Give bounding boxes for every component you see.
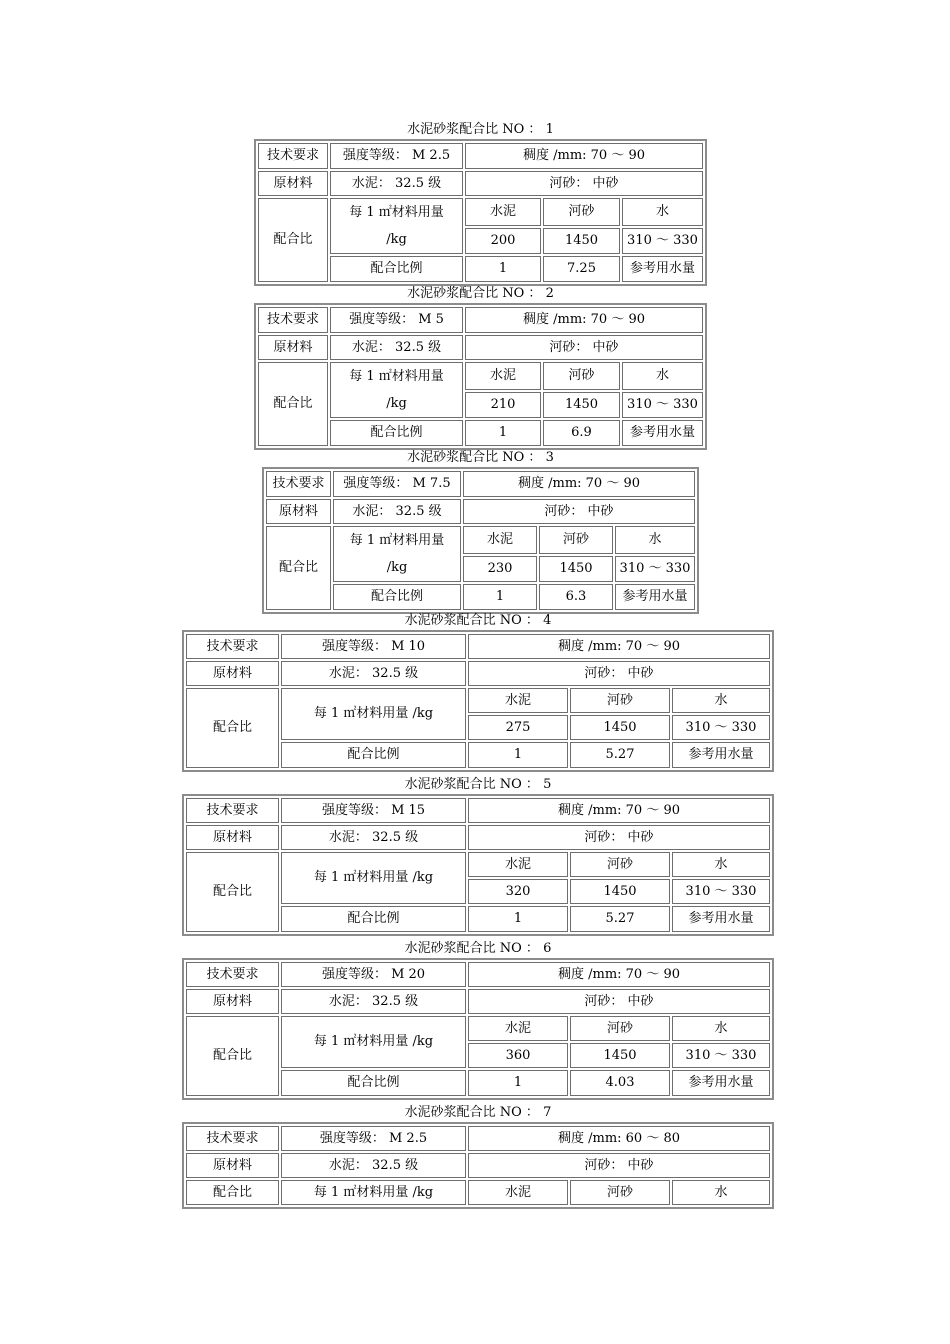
caption-number: 6	[543, 941, 552, 956]
water-header: 水	[672, 852, 770, 877]
strength-grade-cell: 强度等级： M 5	[330, 307, 463, 333]
usage-line-2: /kg	[386, 560, 408, 575]
table-caption	[254, 121, 707, 139]
water-reference: 参考用水量	[672, 906, 770, 932]
tech-requirement-label: 技术要求	[186, 798, 279, 823]
sand-amount: 1450	[570, 1043, 670, 1068]
raw-material-label: 原材料	[258, 171, 328, 196]
mix-ratio-label: 配合比	[186, 1016, 279, 1096]
caption-prefix: 水泥砂浆配合比 NO ：	[407, 286, 542, 301]
strength-grade-cell: 强度等级： M 20	[281, 962, 466, 987]
table-row	[258, 143, 703, 169]
sand-ratio: 6.9	[543, 420, 620, 446]
mix-ratio-table	[254, 139, 707, 286]
sand-ratio: 5.27	[570, 906, 670, 932]
table-row	[186, 634, 770, 659]
table-row	[258, 198, 703, 226]
cement-header: 水泥	[465, 362, 541, 390]
consistency-cell: 稠度 /mm: 70 ～ 90	[468, 634, 770, 659]
caption-number: 1	[545, 122, 554, 137]
table-row	[186, 1153, 770, 1178]
cement-header: 水泥	[468, 1180, 568, 1205]
water-reference: 参考用水量	[672, 742, 770, 768]
water-reference: 参考用水量	[622, 256, 703, 282]
cement-grade-cell: 水泥： 32.5 级	[281, 989, 466, 1014]
cement-header: 水泥	[468, 1016, 568, 1041]
raw-material-label: 原材料	[258, 335, 328, 360]
sand-ratio: 6.3	[539, 584, 613, 610]
table-row	[186, 825, 770, 850]
tech-requirement-label: 技术要求	[186, 962, 279, 987]
water-amount: 310 ～ 330	[672, 715, 770, 740]
mix-ratio-label: 配合比	[266, 526, 331, 610]
sand-header: 河砂	[570, 1016, 670, 1041]
usage-per-m2-label	[333, 526, 461, 582]
mix-ratio-table	[182, 794, 774, 936]
cement-grade-cell: 水泥： 32.5 级	[330, 171, 463, 196]
raw-material-label: 原材料	[186, 1153, 279, 1178]
usage-per-m2-label: 每 1 ㎡材料用量 /kg	[281, 688, 466, 740]
ratio-example-label: 配合比例	[281, 742, 466, 768]
strength-grade-cell: 强度等级： M 7.5	[333, 471, 461, 497]
mix-ratio-table	[182, 630, 774, 772]
table-row	[186, 661, 770, 686]
tech-requirement-label: 技术要求	[186, 634, 279, 659]
mix-ratio-label: 配合比	[186, 1180, 279, 1205]
sand-type-cell: 河砂： 中砂	[463, 499, 695, 524]
water-amount: 310 ～ 330	[622, 228, 703, 254]
table-row	[186, 989, 770, 1014]
consistency-cell: 稠度 /mm: 70 ～ 90	[465, 307, 703, 333]
raw-material-label: 原材料	[186, 661, 279, 686]
table-row	[186, 962, 770, 987]
water-amount: 310 ～ 330	[672, 879, 770, 904]
tech-requirement-label: 技术要求	[266, 471, 331, 497]
usage-line-1: 每 1 ㎡材料用量	[349, 205, 444, 220]
cement-grade-cell: 水泥： 32.5 级	[281, 1153, 466, 1178]
water-amount: 310 ～ 330	[615, 556, 695, 582]
sand-amount: 1450	[539, 556, 613, 582]
sand-header: 河砂	[570, 1180, 670, 1205]
cement-ratio: 1	[465, 256, 541, 282]
table-row	[266, 499, 695, 524]
sand-amount: 1450	[570, 879, 670, 904]
tech-requirement-label: 技术要求	[258, 307, 328, 333]
ratio-example-label: 配合比例	[330, 256, 463, 282]
table-row	[186, 1016, 770, 1041]
cement-ratio: 1	[468, 742, 568, 768]
cement-header: 水泥	[468, 688, 568, 713]
caption-number: 5	[543, 777, 552, 792]
ratio-example-label: 配合比例	[281, 1070, 466, 1096]
table-row	[186, 798, 770, 823]
ratio-example-label: 配合比例	[333, 584, 461, 610]
usage-line-2: /kg	[386, 396, 407, 411]
strength-grade-cell: 强度等级： M 15	[281, 798, 466, 823]
cement-ratio: 1	[468, 906, 568, 932]
cement-header: 水泥	[468, 852, 568, 877]
sand-amount: 1450	[543, 392, 620, 418]
strength-grade-cell: 强度等级： M 2.5	[330, 143, 463, 169]
cement-grade-cell: 水泥： 32.5 级	[281, 825, 466, 850]
caption-number: 4	[543, 613, 552, 628]
usage-per-m2-label: 每 1 ㎡材料用量 /kg	[281, 1016, 466, 1068]
table-caption	[182, 1104, 774, 1122]
table-row	[266, 471, 695, 497]
table-caption	[182, 612, 774, 630]
sand-type-cell: 河砂： 中砂	[465, 171, 703, 196]
sand-ratio: 4.03	[570, 1070, 670, 1096]
water-reference: 参考用水量	[672, 1070, 770, 1096]
water-header: 水	[672, 688, 770, 713]
mix-ratio-label: 配合比	[258, 362, 328, 446]
table-caption	[262, 449, 699, 467]
table-row	[186, 1126, 770, 1151]
strength-grade-cell: 强度等级： M 10	[281, 634, 466, 659]
table-row	[258, 171, 703, 196]
cement-amount: 275	[468, 715, 568, 740]
sand-type-cell: 河砂： 中砂	[465, 335, 703, 360]
tech-requirement-label: 技术要求	[258, 143, 328, 169]
consistency-cell: 稠度 /mm: 70 ～ 90	[463, 471, 695, 497]
cement-ratio: 1	[463, 584, 537, 610]
usage-line-1: 每 1 ㎡材料用量	[349, 533, 445, 548]
cement-grade-cell: 水泥： 32.5 级	[281, 661, 466, 686]
sand-ratio: 7.25	[543, 256, 620, 282]
sand-amount: 1450	[570, 715, 670, 740]
sand-amount: 1450	[543, 228, 620, 254]
sand-header: 河砂	[570, 688, 670, 713]
cement-grade-cell: 水泥： 32.5 级	[333, 499, 461, 524]
water-header: 水	[622, 198, 703, 226]
cement-amount: 230	[463, 556, 537, 582]
raw-material-label: 原材料	[266, 499, 331, 524]
mix-ratio-table	[182, 958, 774, 1100]
usage-line-1: 每 1 ㎡材料用量	[349, 369, 444, 384]
water-header: 水	[672, 1180, 770, 1205]
usage-per-m2-label	[330, 198, 463, 254]
cement-header: 水泥	[463, 526, 537, 554]
cement-header: 水泥	[465, 198, 541, 226]
mix-ratio-table	[262, 467, 699, 614]
ratio-example-label: 配合比例	[330, 420, 463, 446]
mix-ratio-label: 配合比	[186, 852, 279, 932]
strength-grade-cell: 强度等级： M 2.5	[281, 1126, 466, 1151]
ratio-example-label: 配合比例	[281, 906, 466, 932]
cement-amount: 360	[468, 1043, 568, 1068]
table-caption	[182, 940, 774, 958]
water-header: 水	[622, 362, 703, 390]
cement-amount: 320	[468, 879, 568, 904]
usage-per-m2-label: 每 1 ㎡材料用量 /kg	[281, 1180, 466, 1205]
usage-line-2: /kg	[386, 232, 407, 247]
water-reference: 参考用水量	[615, 584, 695, 610]
caption-prefix: 水泥砂浆配合比 NO ：	[404, 777, 539, 792]
table-row	[186, 688, 770, 713]
caption-number: 2	[545, 286, 554, 301]
cement-ratio: 1	[468, 1070, 568, 1096]
table-caption	[254, 285, 707, 303]
water-header: 水	[615, 526, 695, 554]
usage-per-m2-label	[330, 362, 463, 418]
caption-number: 3	[545, 450, 554, 465]
sand-header: 河砂	[539, 526, 613, 554]
table-row	[186, 1180, 770, 1205]
usage-per-m2-label: 每 1 ㎡材料用量 /kg	[281, 852, 466, 904]
cement-amount: 200	[465, 228, 541, 254]
caption-prefix: 水泥砂浆配合比 NO ：	[404, 1105, 539, 1120]
sand-type-cell: 河砂： 中砂	[468, 825, 770, 850]
raw-material-label: 原材料	[186, 989, 279, 1014]
sand-header: 河砂	[543, 198, 620, 226]
consistency-cell: 稠度 /mm: 70 ～ 90	[468, 798, 770, 823]
water-amount: 310 ～ 330	[672, 1043, 770, 1068]
sand-type-cell: 河砂： 中砂	[468, 989, 770, 1014]
water-header: 水	[672, 1016, 770, 1041]
mix-ratio-label: 配合比	[186, 688, 279, 768]
water-reference: 参考用水量	[622, 420, 703, 446]
table-row	[258, 362, 703, 390]
table-row	[266, 526, 695, 554]
mix-ratio-table	[254, 303, 707, 450]
caption-number: 7	[543, 1105, 552, 1120]
sand-type-cell: 河砂： 中砂	[468, 661, 770, 686]
caption-prefix: 水泥砂浆配合比 NO ：	[404, 613, 539, 628]
caption-prefix: 水泥砂浆配合比 NO ：	[404, 941, 539, 956]
sand-header: 河砂	[543, 362, 620, 390]
table-caption	[182, 776, 774, 794]
caption-prefix: 水泥砂浆配合比 NO ：	[407, 122, 542, 137]
cement-grade-cell: 水泥： 32.5 级	[330, 335, 463, 360]
raw-material-label: 原材料	[186, 825, 279, 850]
sand-header: 河砂	[570, 852, 670, 877]
caption-prefix: 水泥砂浆配合比 NO ：	[407, 450, 542, 465]
consistency-cell: 稠度 /mm: 60 ～ 80	[468, 1126, 770, 1151]
table-row	[258, 335, 703, 360]
table-row	[258, 307, 703, 333]
cement-ratio: 1	[465, 420, 541, 446]
consistency-cell: 稠度 /mm: 70 ～ 90	[465, 143, 703, 169]
cement-amount: 210	[465, 392, 541, 418]
table-row	[186, 852, 770, 877]
sand-type-cell: 河砂： 中砂	[468, 1153, 770, 1178]
water-amount: 310 ～ 330	[622, 392, 703, 418]
mix-ratio-label: 配合比	[258, 198, 328, 282]
tech-requirement-label: 技术要求	[186, 1126, 279, 1151]
consistency-cell: 稠度 /mm: 70 ～ 90	[468, 962, 770, 987]
mix-ratio-table	[182, 1122, 774, 1209]
sand-ratio: 5.27	[570, 742, 670, 768]
